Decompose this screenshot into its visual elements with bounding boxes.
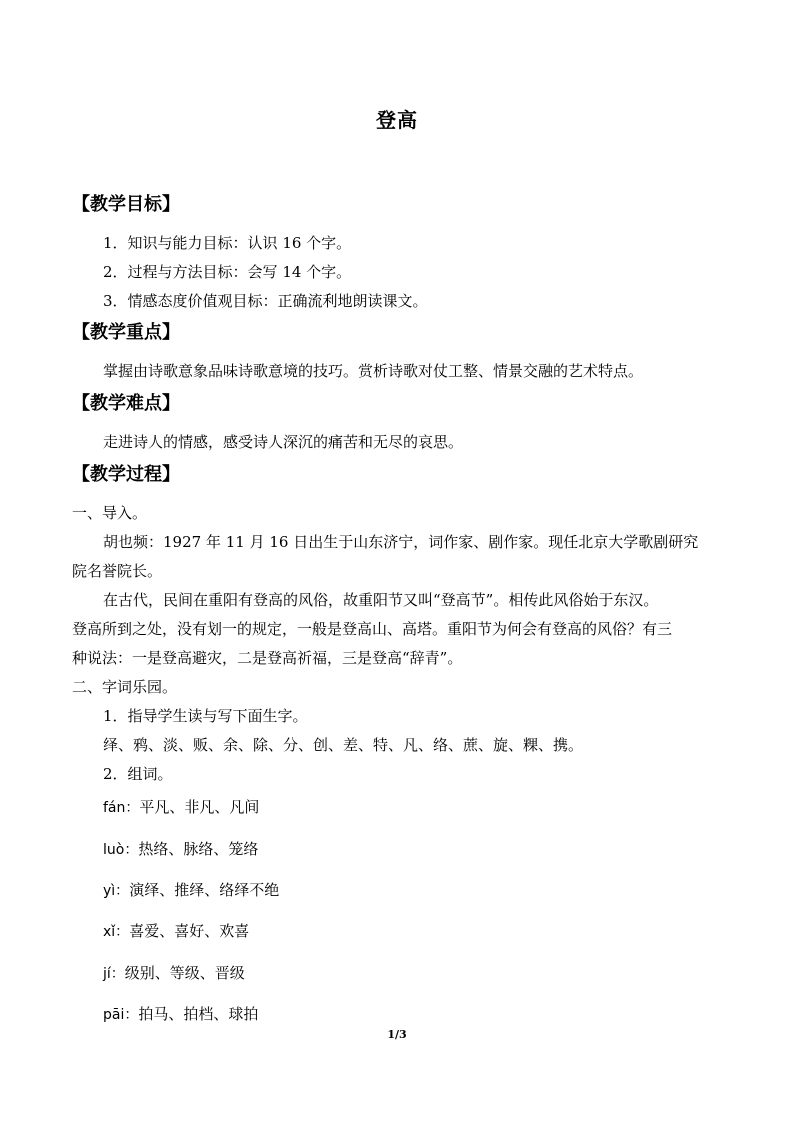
word-group-row [103,838,258,859]
goal-item-1: 1．知识与能力目标：认识 16 个字。 [103,234,352,252]
part1-paragraph1-line2: 院名誉院长。 [72,562,163,580]
pinyin-label: jí： [103,966,125,982]
word-group-row [103,879,279,900]
pinyin-label: yì： [103,883,130,899]
heading-teaching-goals: 【教学目标】 [72,194,180,215]
pinyin-label: luò： [103,842,139,858]
word-group-row [103,1003,258,1024]
word-list: 演绎、推绎、络绎不绝 [129,881,280,899]
word-group-row [103,962,245,983]
word-list: 平凡、非凡、凡间 [139,798,260,816]
word-list: 喜爱、喜好、欢喜 [129,922,250,940]
page-title: 登高 [376,108,418,132]
difficulties-text: 走进诗人的情感，感受诗人深沉的痛苦和无尽的哀思。 [103,433,464,451]
heading-teaching-process: 【教学过程】 [72,464,180,485]
goal-item-2: 2．过程与方法目标：会写 14 个字。 [103,263,352,281]
part1-paragraph1-line1: 胡也频：1927 年 11 月 16 日出生于山东济宁，词作家、剧作家。现任北京大学歌剧研究 [103,533,699,551]
pinyin-label: xǐ： [103,924,130,940]
word-group-row [103,920,249,941]
part2-title: 二、字词乐园。 [72,678,178,696]
pinyin-label: pāi： [103,1007,139,1023]
part1-title: 一、导入。 [72,504,148,522]
part2-characters: 绎、鸦、淡、贩、余、除、分、创、差、特、凡、络、蔗、旋、粿、携。 [103,736,584,754]
word-list: 拍马、拍档、球拍 [138,1005,259,1023]
word-list: 热络、脉络、笼络 [138,840,259,858]
part2-item2: 2．组词。 [103,765,173,783]
key-points-text: 掌握由诗歌意象品味诗歌意境的技巧。赏析诗歌对仗工整、情景交融的艺术特点。 [103,362,644,380]
heading-difficulties: 【教学难点】 [72,393,180,414]
part1-paragraph2-line3: 种说法：一是登高避灾，二是登高祈福，三是登高“辞青”。 [72,649,463,667]
part1-paragraph2-line2: 登高所到之处，没有划一的规定，一般是登高山、高塔。重阳节为何会有登高的风俗？有三 [72,620,673,638]
pinyin-label: fán： [103,800,140,816]
heading-key-points: 【教学重点】 [72,322,180,343]
part1-paragraph2-line1: 在古代，民间在重阳有登高的风俗，故重阳节又叫“登高节”。相传此风俗始于东汉。 [103,591,659,609]
part2-item1: 1．指导学生读与写下面生字。 [103,707,308,725]
page-number: 1/3 [387,1028,407,1041]
word-group-row [103,796,259,817]
goal-item-3: 3．情感态度价值观目标：正确流利地朗读课文。 [103,292,428,310]
word-list: 级别、等级、晋级 [124,964,245,982]
